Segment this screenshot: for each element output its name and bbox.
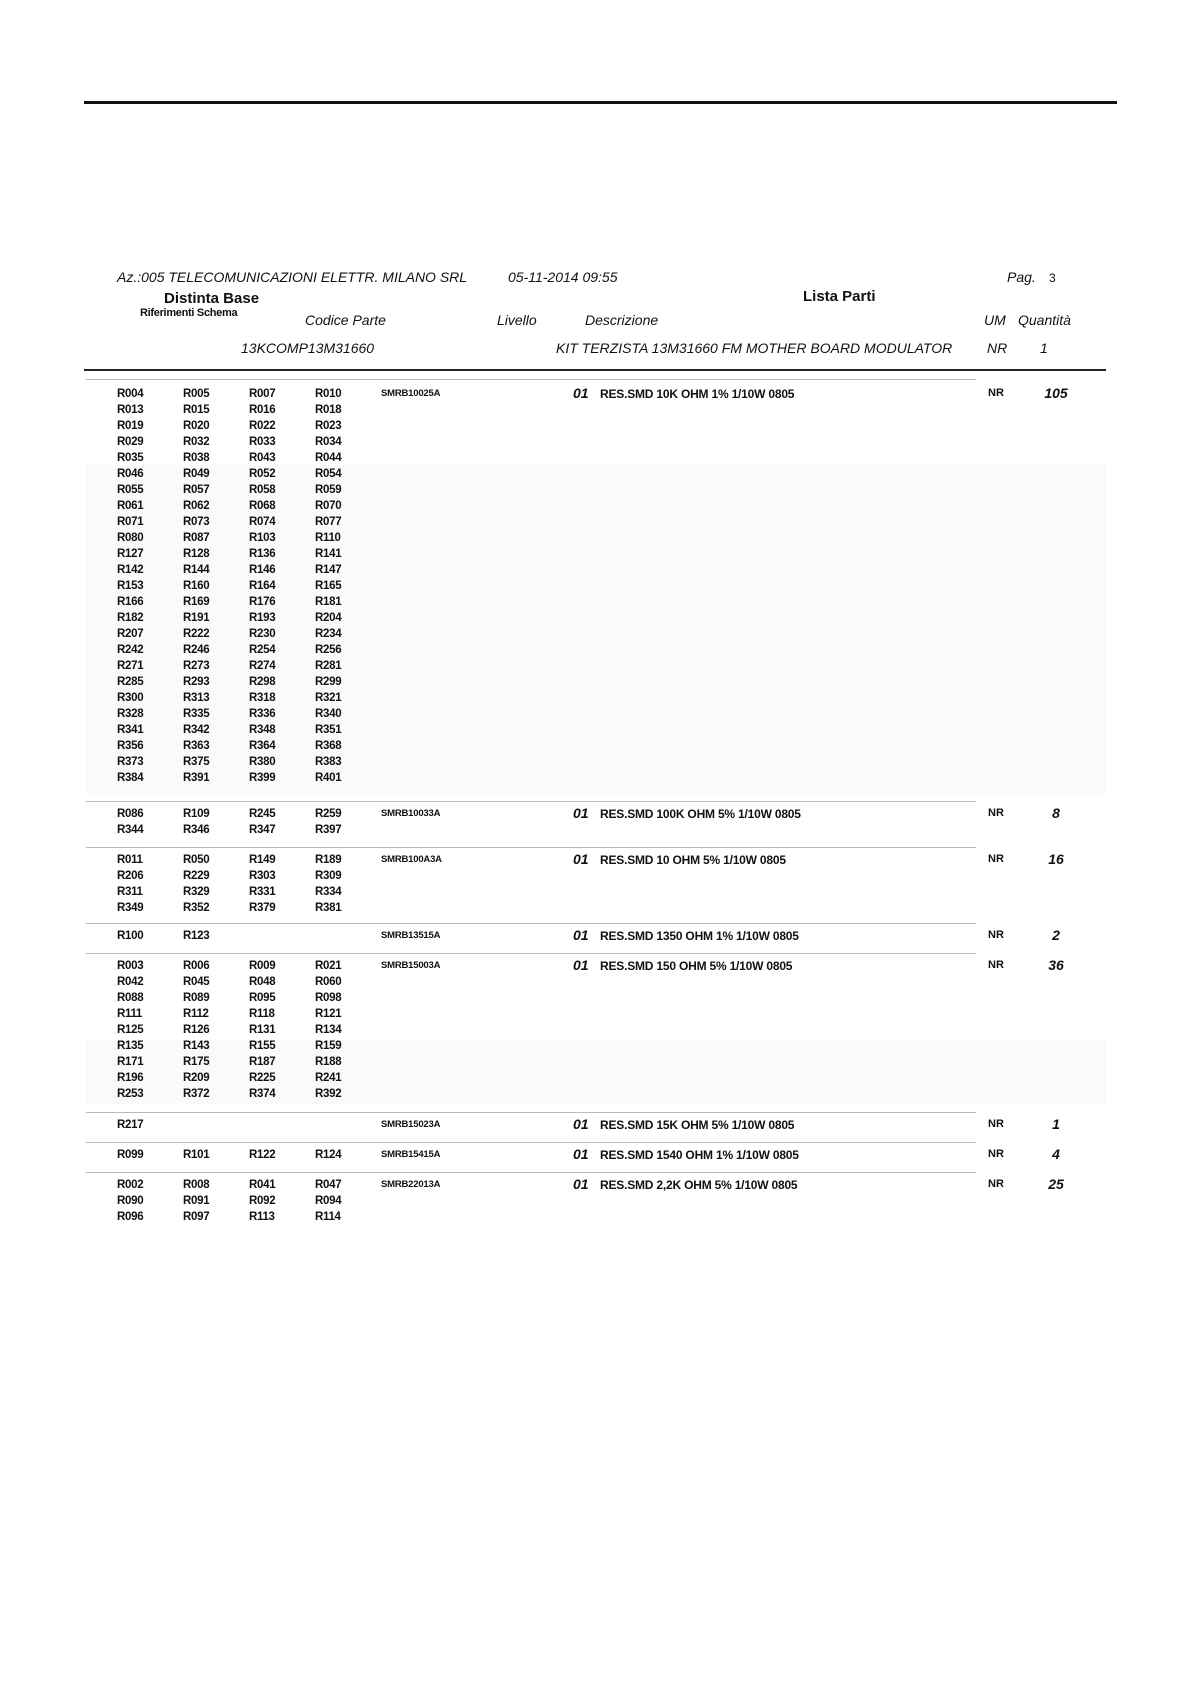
schema-ref: R334	[315, 886, 342, 898]
part-level: 01	[573, 1146, 589, 1162]
schema-ref: R061	[117, 500, 144, 512]
schema-ref: R303	[249, 870, 276, 882]
schema-ref: R126	[183, 1024, 210, 1036]
schema-ref: R149	[249, 854, 276, 866]
schema-ref: R399	[249, 772, 276, 784]
schema-ref: R018	[315, 404, 342, 416]
schema-ref: R111	[117, 1008, 143, 1020]
list-title: Lista Parti	[803, 288, 876, 305]
part-level: 01	[573, 1176, 589, 1192]
schema-ref: R379	[249, 902, 276, 914]
schema-ref: R349	[117, 902, 144, 914]
schema-ref: R372	[183, 1088, 210, 1100]
schema-ref: R373	[117, 756, 144, 768]
schema-ref: R103	[249, 532, 276, 544]
schema-ref: R352	[183, 902, 210, 914]
schema-ref: R383	[315, 756, 342, 768]
schema-ref: R271	[117, 660, 144, 672]
schema-ref: R127	[117, 548, 144, 560]
schema-ref: R313	[183, 692, 210, 704]
part-um: NR	[988, 959, 1004, 971]
schema-ref: R375	[183, 756, 210, 768]
separator	[86, 847, 976, 848]
part-quantity: 2	[1052, 927, 1060, 943]
schema-ref: R217	[117, 1119, 144, 1131]
col-header-refs: Riferimenti Schema	[140, 307, 238, 319]
schema-ref: R033	[249, 436, 276, 448]
schema-ref: R281	[315, 660, 342, 672]
schema-ref: R187	[249, 1056, 276, 1068]
part-quantity: 25	[1048, 1176, 1064, 1192]
schema-ref: R245	[249, 808, 276, 820]
schema-ref: R049	[183, 468, 210, 480]
schema-ref: R206	[117, 870, 144, 882]
col-header-desc: Descrizione	[585, 312, 659, 328]
schema-ref: R077	[315, 516, 342, 528]
schema-ref: R222	[183, 628, 210, 640]
schema-ref: R099	[117, 1149, 144, 1161]
schema-ref: R062	[183, 500, 210, 512]
schema-ref: R331	[249, 886, 276, 898]
schema-ref: R020	[183, 420, 210, 432]
schema-ref: R095	[249, 992, 276, 1004]
report-datetime: 05-11-2014 09:55	[508, 269, 618, 285]
schema-ref: R141	[315, 548, 342, 560]
part-description: RES.SMD 150 OHM 5% 1/10W 0805	[600, 959, 793, 973]
schema-ref: R347	[249, 824, 276, 836]
schema-references	[117, 386, 377, 786]
schema-ref: R253	[117, 1088, 144, 1100]
schema-ref: R041	[249, 1179, 276, 1191]
parent-desc: KIT TERZISTA 13M31660 FM MOTHER BOARD MODULATOR	[556, 340, 953, 356]
schema-ref: R242	[117, 644, 144, 656]
schema-ref: R074	[249, 516, 276, 528]
parent-code: 13KCOMP13M31660	[241, 340, 375, 356]
schema-ref: R068	[249, 500, 276, 512]
schema-ref: R013	[117, 404, 144, 416]
schema-ref: R328	[117, 708, 144, 720]
schema-ref: R113	[249, 1211, 275, 1223]
schema-ref: R176	[249, 596, 276, 608]
schema-ref: R285	[117, 676, 144, 688]
schema-ref: R368	[315, 740, 342, 752]
part-um: NR	[988, 929, 1004, 941]
schema-ref: R171	[117, 1056, 144, 1068]
schema-ref: R189	[315, 854, 342, 866]
schema-ref: R384	[117, 772, 144, 784]
schema-ref: R169	[183, 596, 210, 608]
schema-ref: R094	[315, 1195, 342, 1207]
schema-ref: R340	[315, 708, 342, 720]
schema-ref: R046	[117, 468, 144, 480]
schema-ref: R100	[117, 930, 144, 942]
schema-ref: R259	[315, 808, 342, 820]
schema-ref: R003	[117, 960, 144, 972]
col-header-code: Codice Parte	[305, 312, 386, 328]
schema-ref: R321	[315, 692, 342, 704]
top-rule	[84, 101, 1117, 104]
schema-ref: R401	[315, 772, 342, 784]
col-header-um: UM	[984, 312, 1006, 328]
schema-ref: R118	[249, 1008, 275, 1020]
part-um: NR	[988, 1178, 1004, 1190]
parent-um: NR	[987, 340, 1008, 356]
part-code: SMRB15415A	[381, 1149, 441, 1160]
separator	[86, 379, 976, 380]
schema-ref: R060	[315, 976, 342, 988]
part-um: NR	[988, 1118, 1004, 1130]
schema-ref: R274	[249, 660, 276, 672]
schema-ref: R182	[117, 612, 144, 624]
schema-ref: R166	[117, 596, 144, 608]
schema-references	[117, 928, 377, 944]
schema-ref: R034	[315, 436, 342, 448]
schema-ref: R010	[315, 388, 342, 400]
schema-ref: R059	[315, 484, 342, 496]
part-description: RES.SMD 1540 OHM 1% 1/10W 0805	[600, 1148, 799, 1162]
schema-ref: R006	[183, 960, 210, 972]
report-title: Distinta Base	[164, 290, 260, 307]
part-level: 01	[573, 805, 589, 821]
schema-ref: R008	[183, 1179, 210, 1191]
schema-references	[117, 852, 377, 916]
part-description: RES.SMD 100K OHM 5% 1/10W 0805	[600, 807, 801, 821]
part-code: SMRB100A3A	[381, 854, 442, 865]
schema-ref: R023	[315, 420, 342, 432]
schema-ref: R091	[183, 1195, 210, 1207]
schema-ref: R254	[249, 644, 276, 656]
schema-ref: R300	[117, 692, 144, 704]
schema-ref: R380	[249, 756, 276, 768]
schema-ref: R057	[183, 484, 210, 496]
schema-ref: R188	[315, 1056, 342, 1068]
part-level: 01	[573, 851, 589, 867]
schema-ref: R196	[117, 1072, 144, 1084]
part-description: RES.SMD 10 OHM 5% 1/10W 0805	[600, 853, 786, 867]
schema-ref: R381	[315, 902, 342, 914]
part-quantity: 36	[1048, 957, 1064, 973]
separator	[86, 1172, 976, 1173]
schema-ref: R299	[315, 676, 342, 688]
schema-ref: R073	[183, 516, 210, 528]
schema-ref: R032	[183, 436, 210, 448]
schema-ref: R121	[315, 1008, 342, 1020]
part-description: RES.SMD 1350 OHM 1% 1/10W 0805	[600, 929, 799, 943]
schema-ref: R374	[249, 1088, 276, 1100]
part-code: SMRB10025A	[381, 388, 441, 399]
part-description: RES.SMD 2,2K OHM 5% 1/10W 0805	[600, 1178, 798, 1192]
schema-ref: R088	[117, 992, 144, 1004]
part-level: 01	[573, 957, 589, 973]
part-quantity: 1	[1052, 1116, 1060, 1132]
part-um: NR	[988, 853, 1004, 865]
part-quantity: 4	[1052, 1146, 1060, 1162]
company-name: Az.:005 TELECOMUNICAZIONI ELETTR. MILANO SRL	[117, 269, 468, 285]
part-code: SMRB10033A	[381, 808, 441, 819]
schema-ref: R298	[249, 676, 276, 688]
schema-ref: R048	[249, 976, 276, 988]
part-code: SMRB15003A	[381, 960, 441, 971]
schema-ref: R351	[315, 724, 342, 736]
schema-ref: R092	[249, 1195, 276, 1207]
schema-ref: R096	[117, 1211, 144, 1223]
schema-ref: R022	[249, 420, 276, 432]
part-um: NR	[988, 387, 1004, 399]
part-quantity: 16	[1048, 851, 1064, 867]
part-quantity: 8	[1052, 805, 1060, 821]
schema-ref: R047	[315, 1179, 342, 1191]
schema-ref: R122	[249, 1149, 276, 1161]
part-level: 01	[573, 385, 589, 401]
schema-ref: R147	[315, 564, 342, 576]
schema-ref: R101	[183, 1149, 210, 1161]
header-rule	[84, 369, 1106, 371]
schema-ref: R193	[249, 612, 276, 624]
schema-ref: R165	[315, 580, 342, 592]
schema-ref: R114	[315, 1211, 341, 1223]
schema-references	[117, 1117, 377, 1133]
schema-ref: R007	[249, 388, 276, 400]
schema-ref: R136	[249, 548, 276, 560]
schema-ref: R058	[249, 484, 276, 496]
schema-ref: R344	[117, 824, 144, 836]
schema-ref: R110	[315, 532, 341, 544]
schema-ref: R241	[315, 1072, 342, 1084]
schema-ref: R125	[117, 1024, 144, 1036]
schema-ref: R181	[315, 596, 342, 608]
schema-ref: R080	[117, 532, 144, 544]
schema-ref: R318	[249, 692, 276, 704]
separator	[86, 1142, 976, 1143]
schema-ref: R005	[183, 388, 210, 400]
schema-ref: R341	[117, 724, 144, 736]
schema-ref: R175	[183, 1056, 210, 1068]
schema-references	[117, 1177, 377, 1225]
schema-ref: R229	[183, 870, 210, 882]
schema-ref: R273	[183, 660, 210, 672]
schema-ref: R050	[183, 854, 210, 866]
separator	[86, 923, 976, 924]
schema-ref: R164	[249, 580, 276, 592]
schema-ref: R391	[183, 772, 210, 784]
schema-ref: R029	[117, 436, 144, 448]
schema-ref: R042	[117, 976, 144, 988]
schema-ref: R363	[183, 740, 210, 752]
part-level: 01	[573, 927, 589, 943]
schema-ref: R159	[315, 1040, 342, 1052]
schema-ref: R015	[183, 404, 210, 416]
schema-ref: R087	[183, 532, 210, 544]
schema-ref: R124	[315, 1149, 342, 1161]
parent-qty: 1	[1040, 340, 1048, 356]
schema-ref: R131	[249, 1024, 276, 1036]
schema-ref: R207	[117, 628, 144, 640]
schema-ref: R112	[183, 1008, 209, 1020]
page-number: 3	[1049, 271, 1056, 285]
schema-ref: R142	[117, 564, 144, 576]
schema-ref: R038	[183, 452, 210, 464]
schema-ref: R054	[315, 468, 342, 480]
schema-ref: R045	[183, 976, 210, 988]
schema-ref: R234	[315, 628, 342, 640]
schema-ref: R153	[117, 580, 144, 592]
part-description: RES.SMD 15K OHM 5% 1/10W 0805	[600, 1118, 795, 1132]
schema-ref: R146	[249, 564, 276, 576]
schema-ref: R342	[183, 724, 210, 736]
schema-ref: R089	[183, 992, 210, 1004]
schema-ref: R123	[183, 930, 210, 942]
schema-ref: R097	[183, 1211, 210, 1223]
schema-ref: R021	[315, 960, 342, 972]
schema-ref: R191	[183, 612, 210, 624]
schema-ref: R336	[249, 708, 276, 720]
separator	[86, 1112, 976, 1113]
schema-ref: R098	[315, 992, 342, 1004]
schema-ref: R009	[249, 960, 276, 972]
part-description: RES.SMD 10K OHM 1% 1/10W 0805	[600, 387, 795, 401]
schema-ref: R356	[117, 740, 144, 752]
schema-ref: R016	[249, 404, 276, 416]
schema-ref: R002	[117, 1179, 144, 1191]
schema-ref: R160	[183, 580, 210, 592]
schema-ref: R311	[117, 886, 143, 898]
separator	[86, 801, 976, 802]
page-label: Pag.	[1007, 269, 1036, 285]
schema-ref: R204	[315, 612, 342, 624]
schema-ref: R052	[249, 468, 276, 480]
schema-ref: R335	[183, 708, 210, 720]
schema-ref: R256	[315, 644, 342, 656]
part-code: SMRB22013A	[381, 1179, 441, 1190]
part-code: SMRB13515A	[381, 930, 441, 941]
schema-ref: R134	[315, 1024, 342, 1036]
schema-ref: R230	[249, 628, 276, 640]
separator	[86, 953, 976, 954]
schema-ref: R128	[183, 548, 210, 560]
schema-ref: R246	[183, 644, 210, 656]
schema-ref: R035	[117, 452, 144, 464]
schema-ref: R143	[183, 1040, 210, 1052]
schema-ref: R135	[117, 1040, 144, 1052]
schema-ref: R155	[249, 1040, 276, 1052]
schema-ref: R309	[315, 870, 342, 882]
schema-ref: R392	[315, 1088, 342, 1100]
part-level: 01	[573, 1116, 589, 1132]
schema-ref: R109	[183, 808, 210, 820]
schema-ref: R011	[117, 854, 143, 866]
schema-ref: R004	[117, 388, 144, 400]
schema-ref: R293	[183, 676, 210, 688]
part-code: SMRB15023A	[381, 1119, 441, 1130]
schema-ref: R209	[183, 1072, 210, 1084]
col-header-level: Livello	[497, 312, 537, 328]
schema-ref: R070	[315, 500, 342, 512]
schema-ref: R225	[249, 1072, 276, 1084]
schema-ref: R071	[117, 516, 144, 528]
schema-ref: R055	[117, 484, 144, 496]
schema-references	[117, 958, 377, 1102]
schema-ref: R346	[183, 824, 210, 836]
schema-ref: R364	[249, 740, 276, 752]
part-quantity: 105	[1044, 385, 1068, 401]
schema-ref: R397	[315, 824, 342, 836]
part-um: NR	[988, 1148, 1004, 1160]
schema-ref: R090	[117, 1195, 144, 1207]
schema-ref: R043	[249, 452, 276, 464]
schema-ref: R019	[117, 420, 144, 432]
schema-references	[117, 1147, 377, 1163]
schema-ref: R086	[117, 808, 144, 820]
schema-ref: R144	[183, 564, 210, 576]
schema-ref: R329	[183, 886, 210, 898]
schema-ref: R044	[315, 452, 342, 464]
col-header-qty: Quantità	[1018, 312, 1071, 328]
schema-references	[117, 806, 377, 838]
part-um: NR	[988, 807, 1004, 819]
schema-ref: R348	[249, 724, 276, 736]
